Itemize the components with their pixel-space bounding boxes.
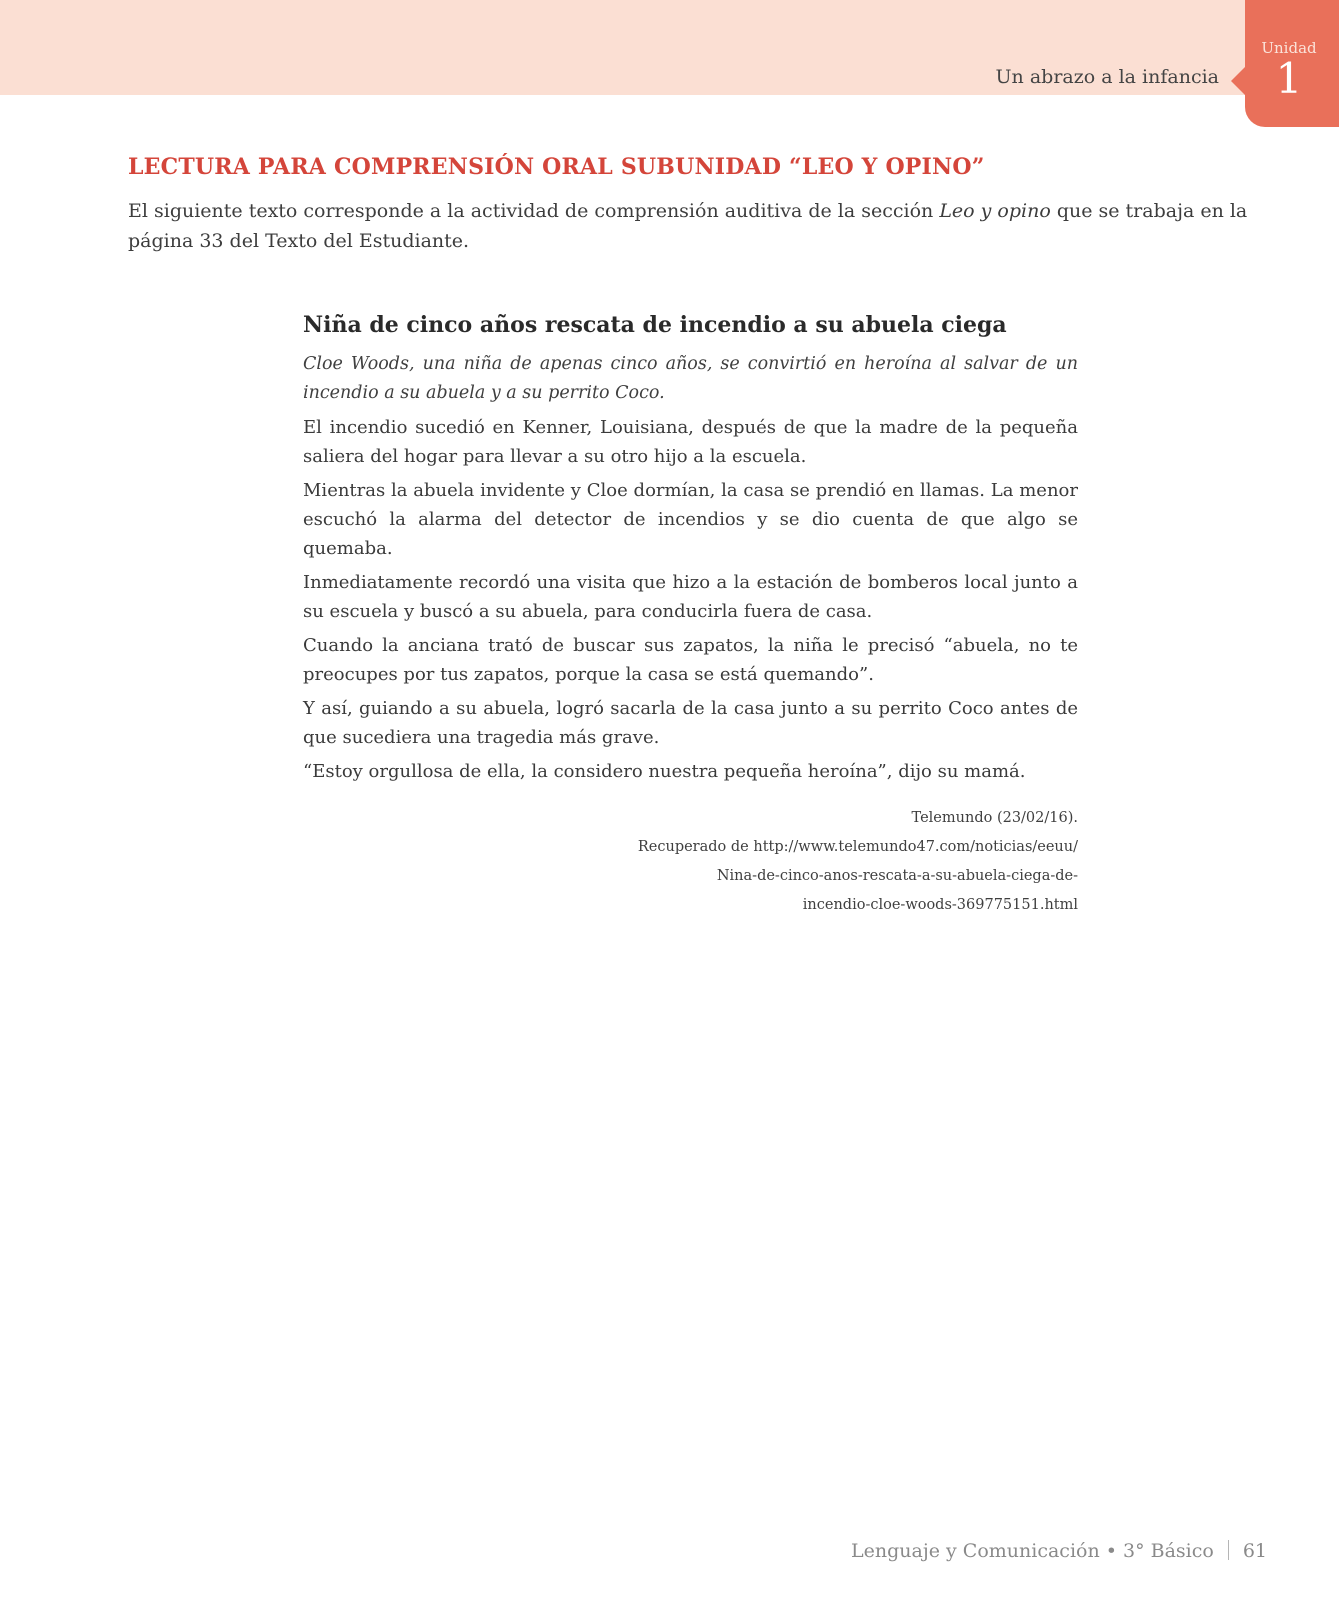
- article: [303, 312, 1078, 920]
- source-line: Telemundo (23/02/16).: [911, 810, 1078, 826]
- intro-text-end: que se trabaja en la página 33 del Texto del Estudiante.: [128, 200, 1248, 252]
- source-line: incendio-cloe-woods-369775151.html: [802, 897, 1078, 913]
- article-lead: Cloe Woods, una niña de apenas cinco años, se convirtió en heroína al salvar de un incendio a su abuela y a su perrito Coco.: [303, 354, 1078, 403]
- intro-paragraph: [128, 196, 1256, 256]
- footer-subject: Lenguaje y Comunicación • 3° Básico: [851, 1540, 1214, 1562]
- unit-tab-arrow: [1231, 67, 1245, 95]
- unit-number: 1: [1275, 54, 1303, 103]
- running-title: Un abrazo a la infancia: [995, 66, 1219, 88]
- page-footer: [851, 1540, 1267, 1562]
- article-paragraph: Mientras la abuela invidente y Cloe dormían, la casa se prendió en llamas. La menor escuchó la alarma del detector de incendios y se dio cuenta de que algo se quemaba.: [303, 480, 1078, 559]
- article-paragraph: El incendio sucedió en Kenner, Louisiana, después de que la madre de la pequeña saliera del hogar para llevar a su otro hijo a la escuela.: [303, 417, 1078, 467]
- source-line: Recuperado de http://www.telemundo47.com/noticias/eeuu/: [637, 839, 1078, 855]
- unit-label: Unidad: [1261, 39, 1317, 57]
- article-source: [303, 804, 1078, 920]
- source-line: Nina-de-cinco-anos-rescata-a-su-abuela-ciega-de-: [716, 868, 1078, 884]
- footer-divider: [1228, 1540, 1229, 1560]
- intro-section-name: Leo y opino: [939, 200, 1051, 222]
- intro-text: El siguiente texto corresponde a la actividad de comprensión auditiva de la sección: [128, 200, 940, 222]
- article-paragraph: Y así, guiando a su abuela, logró sacarla de la casa junto a su perrito Coco antes de que sucediera una tragedia más grave.: [303, 698, 1078, 748]
- article-paragraph: “Estoy orgullosa de ella, la considero nuestra pequeña heroína”, dijo su mamá.: [303, 761, 1026, 782]
- article-paragraph: Inmediatamente recordó una visita que hizo a la estación de bomberos local junto a su escuela y buscó a su abuela, para conducirla fuera de casa.: [303, 572, 1078, 622]
- page-number: 61: [1242, 1540, 1267, 1562]
- article-title: Niña de cinco años rescata de incendio a su abuela ciega: [303, 312, 1007, 338]
- unit-tab: [1245, 0, 1339, 127]
- section-heading: LECTURA PARA COMPRENSIÓN ORAL SUBUNIDAD “LEO Y OPINO”: [128, 154, 985, 180]
- article-paragraph: Cuando la anciana trató de buscar sus zapatos, la niña le precisó “abuela, no te preocupes por tus zapatos, porque la casa se está quemando”.: [303, 635, 1078, 685]
